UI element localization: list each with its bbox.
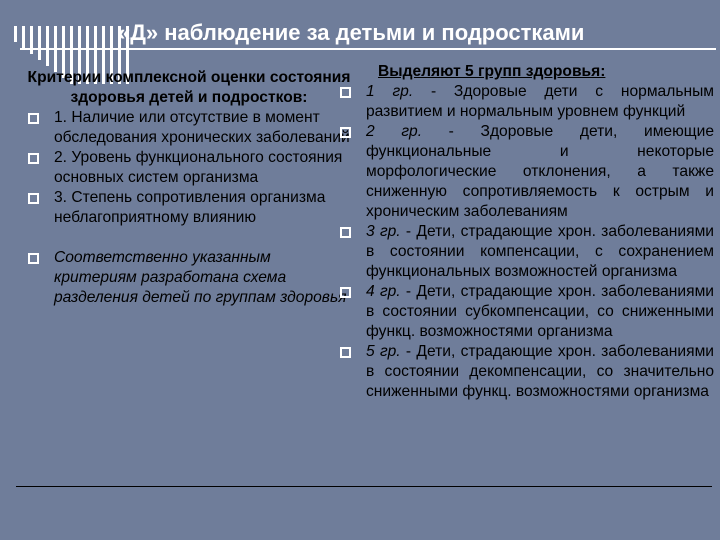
group-item: 1 гр. - Здоровые дети с нормальным развитием и нормальным уровнем функций <box>338 82 714 122</box>
group-item: 3 гр. - Дети, страдающие хрон. заболеваниями в состоянии компенсации, с сохранением функциональных возможностей организма <box>338 222 714 282</box>
group-item: 4 гр. - Дети, страдающие хрон. заболеваниями в состоянии субкомпенсации, со сниженными функц. возможностями организма <box>338 282 714 342</box>
criteria-note: Соответственно указанным критериям разработана схема разделения детей по группам здоровья <box>26 248 352 308</box>
group-label: 2 гр. <box>366 123 423 140</box>
group-label: 4 гр. <box>366 283 401 300</box>
bullet-icon <box>28 113 39 124</box>
criteria-column <box>26 68 352 308</box>
group-label: 3 гр. <box>366 223 401 240</box>
criteria-item: 3. Степень сопротивления организма неблагоприятному влиянию <box>26 188 352 228</box>
group-label: 1 гр. <box>366 83 414 100</box>
groups-column <box>338 62 714 402</box>
bottom-divider <box>16 486 712 487</box>
bullet-icon <box>28 193 39 204</box>
group-item: 2 гр. - Здоровые дети, имеющие функциональные и некоторые морфологические отклонения, а также сниженную сопротивляемость к острым и хроническим заболеваниям <box>338 122 714 222</box>
group-item: 5 гр. - Дети, страдающие хрон. заболеваниями в состоянии декомпенсации, со значительно сниженными функц. возможностями организма <box>338 342 714 402</box>
bullet-icon <box>340 127 351 138</box>
bullet-icon <box>340 227 351 238</box>
bullet-icon <box>28 253 39 264</box>
groups-heading: Выделяют 5 групп здоровья: <box>378 63 606 80</box>
title-divider <box>20 48 716 50</box>
criteria-item: 1. Наличие или отсутствие в момент обследования хронических заболеваний <box>26 108 352 148</box>
bullet-icon <box>340 287 351 298</box>
bullet-icon <box>28 153 39 164</box>
criteria-item: 2. Уровень функционального состояния основных систем организма <box>26 148 352 188</box>
bullet-icon <box>340 347 351 358</box>
criteria-heading: Критерии комплексной оценки состояния здоровья детей и подростков: <box>27 69 351 106</box>
group-label: 5 гр. <box>366 343 401 360</box>
slide-title: «Д» наблюдение за детьми и подростками <box>118 20 585 45</box>
bullet-icon <box>340 87 351 98</box>
